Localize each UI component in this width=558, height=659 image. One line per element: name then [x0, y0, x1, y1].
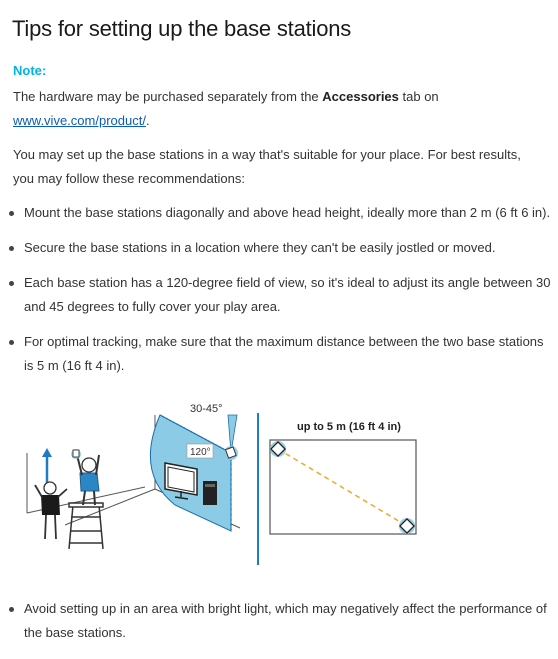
base-station-icon [224, 446, 238, 460]
tip-secure-location: Secure the base stations in a location where they can't be easily jostled or moved. [24, 236, 552, 260]
base-station-setup-illustration [25, 393, 425, 573]
fov-label: 120° [190, 447, 211, 458]
note-text-after: tab on [398, 89, 439, 104]
distance-label: up to 5 m (16 ft 4 in) [297, 421, 401, 433]
vive-product-link[interactable]: www.vive.com/product/ [13, 113, 146, 128]
base-station-a-icon [270, 441, 286, 457]
note-link-suffix: . [145, 113, 150, 128]
tip-max-distance: For optimal tracking, make sure that the maximum distance between the two base stations is 5 m (16 ft 4 in). [24, 330, 552, 378]
tip-field-of-view: Each base station has a 120-degree field of view, so it's ideal to adjust its angle between 30 and 45 degrees to fully cover your play area. [24, 271, 552, 319]
height-arrow-icon [42, 448, 52, 483]
note-text [13, 85, 543, 133]
pc-tower-icon [203, 481, 217, 505]
ladder-icon [69, 503, 103, 549]
base-station-b-icon [399, 518, 415, 534]
page-title: Tips for setting up the base stations [12, 16, 352, 41]
intro-paragraph: You may set up the base stations in a way that's suitable for your place. For best results, you may follow these recommendations: [13, 147, 521, 186]
person-mounting-icon [71, 449, 99, 505]
setup-diagram [25, 393, 425, 573]
note-text-before: The hardware may be purchased separately from the [13, 89, 323, 104]
accessories-tab-name: Accessories [322, 89, 399, 104]
angle-label: 30-45° [190, 403, 223, 415]
tip-mount-diagonally: Mount the base stations diagonally and above head height, ideally more than 2 m (6 ft 6 in). [24, 201, 552, 225]
tip-avoid-bright-light: Avoid setting up in an area with bright light, which may negatively affect the performance of the base stations. [24, 597, 552, 645]
note-label: Note: [13, 63, 47, 78]
